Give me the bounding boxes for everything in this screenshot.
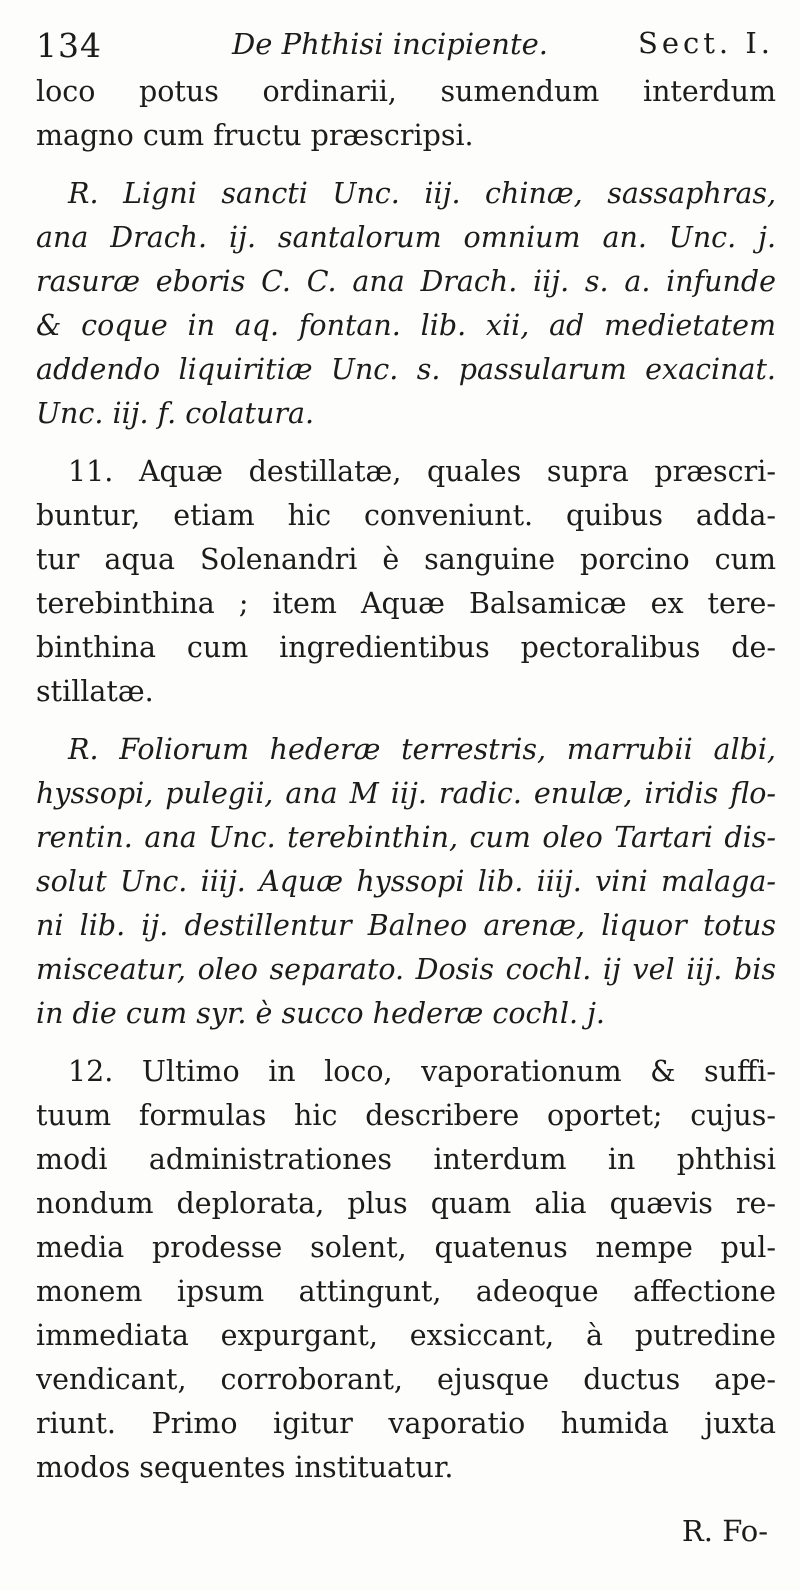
text-line: solut Unc. iiij. Aquæ hyssopi lib. iiij. vini malaga-	[36, 865, 776, 898]
text-line: rentin. ana Unc. terebinthin, cum oleo Tartari dis-	[36, 821, 776, 854]
text-line: loco potus ordinarii, sumendum interdum	[36, 75, 776, 108]
text-line: tur aqua Solenandri è sanguine porcino cum	[36, 543, 776, 576]
text-line: monem ipsum attingunt, adeoque affectione	[36, 1275, 776, 1308]
text-line: R. Foliorum hederæ terrestris, marrubii albi,	[68, 733, 776, 766]
text-line: magno cum fructu præscripsi.	[36, 119, 474, 152]
text-line: terebinthina ; item Aquæ Balsamicæ ex tere-	[36, 587, 776, 620]
catchword: R. Fo-	[681, 1514, 768, 1548]
text-line: immediata expurgant, exsiccant, à putredine	[36, 1319, 776, 1352]
text-line: ni lib. ij. destillentur Balneo arenæ, liquor totus	[36, 909, 776, 942]
running-title: De Phthisi incipiente.	[232, 27, 548, 61]
text-line: modos sequentes instituatur.	[36, 1451, 454, 1484]
page-body	[36, 70, 776, 1504]
paragraph-12-vaporationum	[36, 1050, 776, 1490]
section-label: Sect. I.	[637, 26, 774, 60]
text-line: ana Drach. ij. santalorum omnium an. Unc. j.	[36, 221, 776, 254]
recipe-ligni-sancti	[36, 172, 776, 436]
text-line: 12. Ultimo in loco, vaporationum & suffi-	[68, 1055, 776, 1088]
text-line: rasuræ eboris C. C. ana Drach. iij. s. a. infunde	[36, 265, 776, 298]
page-header	[36, 26, 774, 72]
text-line: tuum formulas hic describere oportet; cujus-	[36, 1099, 776, 1132]
text-line: stillatæ.	[36, 675, 154, 708]
text-line: modi administrationes interdum in phthisi	[36, 1143, 776, 1176]
paragraph-11-aquae-destillatae	[36, 450, 776, 714]
text-line: & coque in aq. fontan. lib. xii, ad medietatem	[36, 309, 776, 342]
page-number: 134	[36, 26, 102, 65]
text-line: buntur, etiam hic conveniunt. quibus adda-	[36, 499, 776, 532]
text-line: nondum deplorata, plus quam alia quævis re-	[36, 1187, 776, 1220]
text-line: misceatur, oleo separato. Dosis cochl. ij vel iij. bis	[36, 953, 776, 986]
text-line: hyssopi, pulegii, ana M iij. radic. enulæ, iridis flo-	[36, 777, 776, 810]
text-line: vendicant, corroborant, ejusque ductus ape-	[36, 1363, 776, 1396]
text-line: in die cum syr. è succo hederæ cochl. j.	[36, 997, 605, 1030]
text-line: binthina cum ingredientibus pectoralibus de-	[36, 631, 776, 664]
text-line: media prodesse solent, quatenus nempe pul-	[36, 1231, 776, 1264]
text-line: addendo liquiritiæ Unc. s. passularum exacinat.	[36, 353, 776, 386]
text-line: 11. Aquæ destillatæ, quales supra præscri-	[68, 455, 776, 488]
text-line: Unc. iij. f. colatura.	[36, 397, 315, 430]
recipe-foliorum-hederae	[36, 728, 776, 1036]
paragraph-continuation	[36, 70, 776, 158]
text-line: R. Ligni sancti Unc. iij. chinæ, sassaphras,	[68, 177, 776, 210]
text-line: riunt. Primo igitur vaporatio humida juxta	[36, 1407, 776, 1440]
